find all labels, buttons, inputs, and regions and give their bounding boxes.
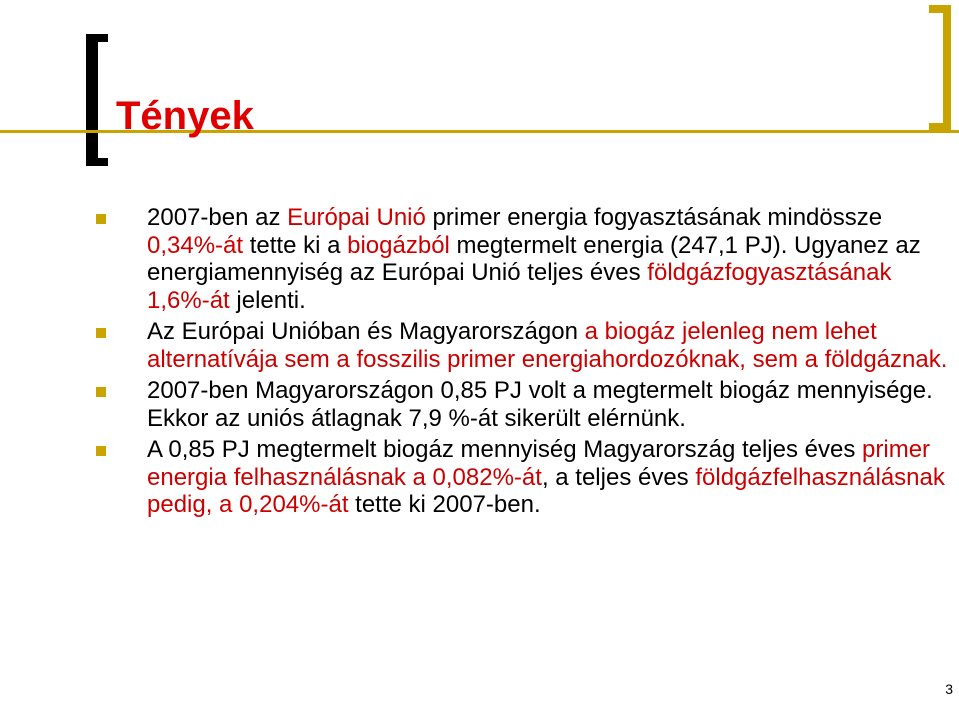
highlighted-text-segment: földgázfelhasználásnak pedig, a 0,204%-át <box>147 463 945 518</box>
text-segment: 2007-ben az <box>147 204 288 231</box>
text-segment: tette ki a <box>243 231 348 259</box>
text-segment: A 0,85 PJ megtermelt biogáz mennyiség Magyarország teljes éves <box>147 436 863 463</box>
text-segment: Az Európai Unióban és Magyarországon <box>147 318 585 345</box>
slide-title: Tények <box>116 94 254 138</box>
highlighted-text-segment: földgázfogyasztásának 1,6%-át <box>147 259 892 314</box>
text-segment: 2007-ben Magyarországon 0,85 PJ volt a megtermelt biogáz mennyisége. Ekkor az uniós átlagnak 7,9 %-át sikerült elérnünk. <box>147 377 933 432</box>
bullet-item <box>96 318 956 373</box>
bullet-text <box>147 436 945 518</box>
page-number: 3 <box>945 681 953 697</box>
bullet-text <box>147 377 933 432</box>
square-bullet-icon <box>96 328 106 338</box>
highlighted-text-segment: primer energia felhasználásnak a 0,082%-át <box>147 436 931 491</box>
square-bullet-icon <box>96 214 106 224</box>
bullet-item <box>96 204 956 314</box>
text-segment: jelenti. <box>229 286 306 314</box>
text-segment: primer energia fogyasztásának mindössze <box>425 204 883 231</box>
highlighted-text-segment: Európai Unió <box>287 204 426 231</box>
bullet-item <box>96 436 956 519</box>
right-bracket-decoration <box>929 5 951 131</box>
highlighted-text-segment: biogázból <box>347 231 450 259</box>
bullet-text <box>147 204 921 314</box>
text-segment: , a teljes éves <box>541 463 696 491</box>
bullet-item <box>96 377 956 432</box>
square-bullet-icon <box>96 387 106 397</box>
text-segment: megtermelt energia (247,1 PJ). Ugyanez az energiamennyiség az Európai Unió teljes éves <box>147 231 921 286</box>
highlighted-text-segment: a biogáz jelenleg nem lehet alternatívája sem a fosszilis primer energiahordozóknak, sem a földgáznak. <box>147 318 948 373</box>
text-segment: tette ki 2007-ben. <box>348 491 541 518</box>
left-bracket-decoration <box>86 34 108 166</box>
highlighted-text-segment: 0,34%-át <box>147 231 244 259</box>
square-bullet-icon <box>96 446 106 456</box>
bullet-list <box>96 204 956 523</box>
bullet-text <box>147 318 947 373</box>
